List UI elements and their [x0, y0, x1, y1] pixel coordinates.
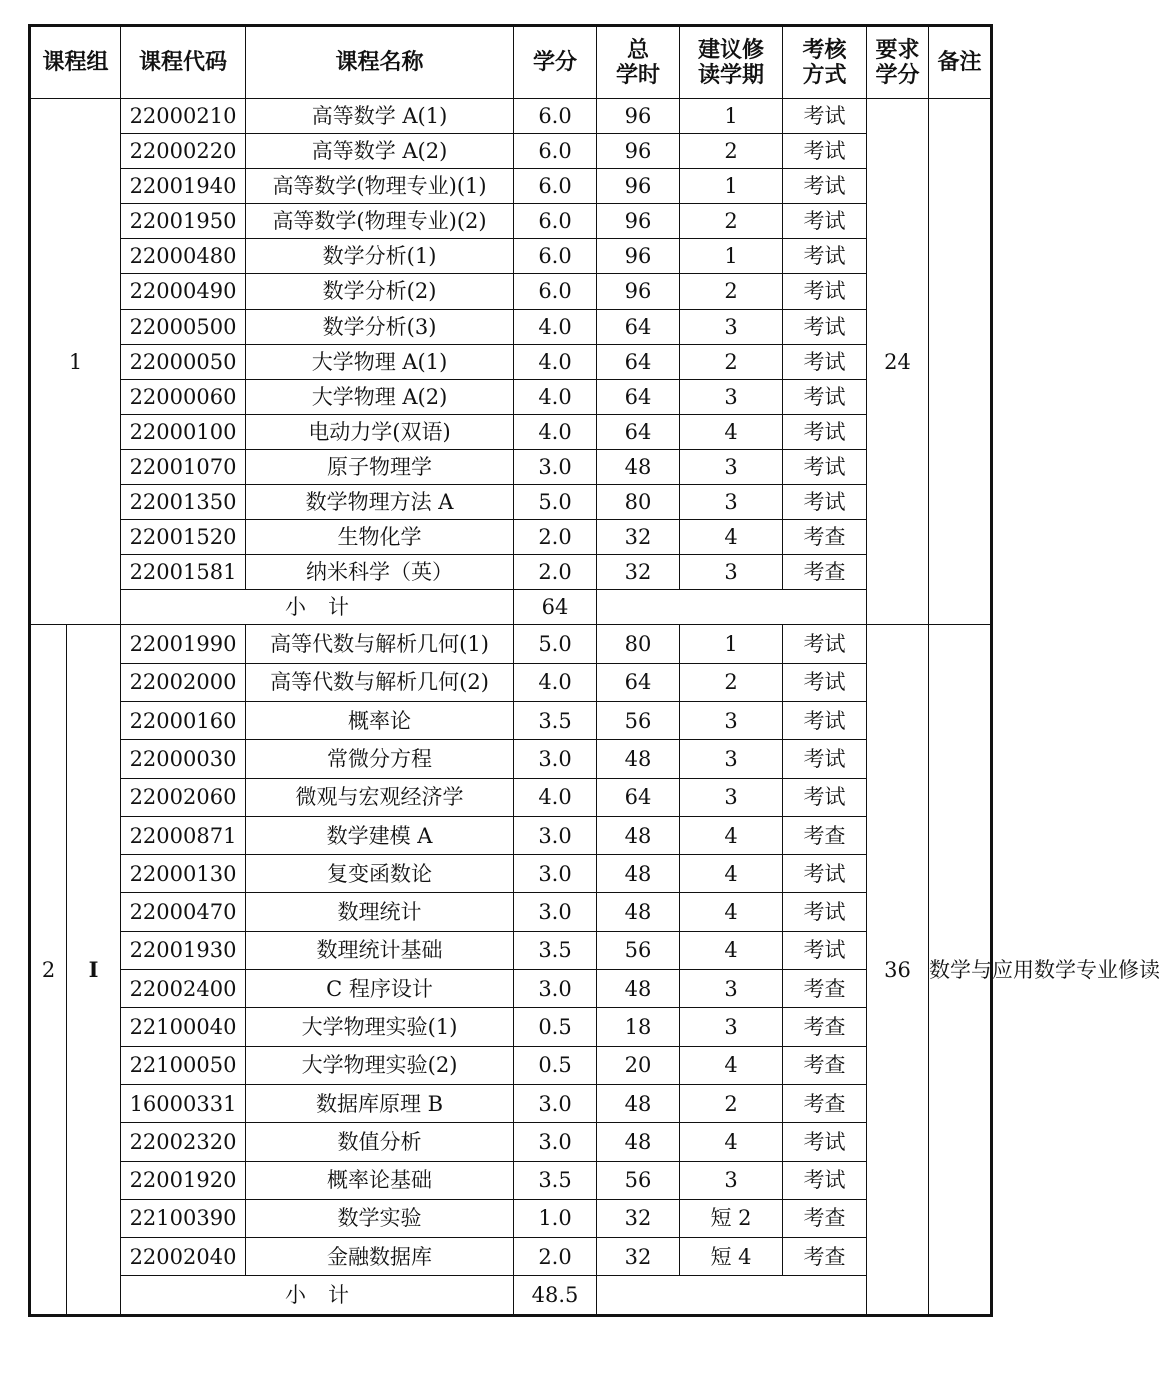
course-term: 3	[680, 778, 783, 816]
course-name: 常微分方程	[246, 740, 514, 778]
course-term: 4	[680, 1123, 783, 1161]
table-body	[30, 99, 1160, 1316]
course-hours: 96	[597, 134, 680, 169]
course-code: 22002000	[121, 663, 246, 701]
subtotal-row	[30, 590, 992, 625]
course-exam: 考试	[783, 379, 867, 414]
required-credits: 36	[867, 625, 929, 1315]
table-row	[30, 893, 992, 931]
course-code: 22000050	[121, 344, 246, 379]
table-row	[30, 379, 992, 414]
table-row	[30, 414, 992, 449]
course-name: 数据库原理 B	[246, 1084, 514, 1122]
course-name: 数学分析(1)	[246, 239, 514, 274]
course-term: 3	[680, 970, 783, 1008]
course-name: 数学分析(3)	[246, 309, 514, 344]
course-exam: 考试	[783, 778, 867, 816]
course-name: 数学分析(2)	[246, 274, 514, 309]
table-row	[30, 1238, 992, 1276]
course-exam: 考试	[783, 344, 867, 379]
header-required: 要求 学分	[867, 26, 929, 99]
header-hours: 总 学时	[597, 26, 680, 99]
course-credit: 4.0	[514, 663, 597, 701]
course-credit: 3.0	[514, 740, 597, 778]
course-code: 22000220	[121, 134, 246, 169]
subgroup-label: I	[67, 625, 121, 1315]
table-row	[30, 134, 992, 169]
course-credit: 4.0	[514, 379, 597, 414]
course-code: 16000331	[121, 1084, 246, 1122]
course-exam: 考试	[783, 169, 867, 204]
course-code: 22001350	[121, 485, 246, 520]
header-credit: 学分	[514, 26, 597, 99]
subtotal-value: 48.5	[514, 1276, 597, 1315]
course-code: 22000470	[121, 893, 246, 931]
course-code: 22001940	[121, 169, 246, 204]
course-exam: 考查	[783, 1046, 867, 1084]
course-term: 短 2	[680, 1199, 783, 1237]
course-hours: 48	[597, 1123, 680, 1161]
course-code: 22001930	[121, 931, 246, 969]
course-name: 高等数学 A(2)	[246, 134, 514, 169]
course-credit: 3.0	[514, 816, 597, 854]
course-name: 金融数据库	[246, 1238, 514, 1276]
course-hours: 96	[597, 239, 680, 274]
table-row	[30, 1199, 992, 1237]
course-term: 2	[680, 134, 783, 169]
course-term: 2	[680, 274, 783, 309]
subtotal-value: 64	[514, 590, 597, 625]
course-credit: 6.0	[514, 204, 597, 239]
course-exam: 考查	[783, 555, 867, 590]
course-exam: 考试	[783, 449, 867, 484]
course-term: 4	[680, 1046, 783, 1084]
course-credit: 2.0	[514, 555, 597, 590]
course-credit: 3.5	[514, 702, 597, 740]
course-hours: 48	[597, 816, 680, 854]
course-term: 3	[680, 740, 783, 778]
table-row	[30, 309, 992, 344]
course-credit: 3.0	[514, 893, 597, 931]
course-hours: 48	[597, 740, 680, 778]
course-code: 22000130	[121, 855, 246, 893]
course-credit: 0.5	[514, 1046, 597, 1084]
course-hours: 64	[597, 414, 680, 449]
course-hours: 96	[597, 204, 680, 239]
course-code: 22100050	[121, 1046, 246, 1084]
table-row	[30, 1084, 992, 1122]
course-code: 22001070	[121, 449, 246, 484]
course-name: 概率论	[246, 702, 514, 740]
course-credit: 3.0	[514, 855, 597, 893]
subtotal-blank	[597, 590, 867, 625]
table-row	[30, 99, 992, 134]
course-term: 4	[680, 855, 783, 893]
course-hours: 64	[597, 379, 680, 414]
course-credit: 3.0	[514, 1084, 597, 1122]
table-row	[30, 1123, 992, 1161]
course-name: 数学建模 A	[246, 816, 514, 854]
course-term: 3	[680, 1008, 783, 1046]
table-row	[30, 274, 992, 309]
course-name: 大学物理实验(1)	[246, 1008, 514, 1046]
course-exam: 考查	[783, 1199, 867, 1237]
course-code: 22000480	[121, 239, 246, 274]
course-name: 高等数学(物理专业)(1)	[246, 169, 514, 204]
course-term: 3	[680, 1161, 783, 1199]
group-note: 数学与应用数学专业修读	[929, 625, 992, 1315]
course-hours: 96	[597, 274, 680, 309]
table-row	[30, 344, 992, 379]
course-hours: 56	[597, 931, 680, 969]
course-exam: 考试	[783, 855, 867, 893]
course-credit: 6.0	[514, 169, 597, 204]
course-term: 1	[680, 99, 783, 134]
header-note: 备注	[929, 26, 992, 99]
course-credit: 2.0	[514, 1238, 597, 1276]
course-hours: 80	[597, 625, 680, 663]
required-credits: 24	[867, 99, 929, 625]
course-exam: 考试	[783, 239, 867, 274]
course-code: 22000500	[121, 309, 246, 344]
course-term: 4	[680, 816, 783, 854]
table-row	[30, 1008, 992, 1046]
header-name: 课程名称	[246, 26, 514, 99]
course-term: 4	[680, 893, 783, 931]
course-code: 22002060	[121, 778, 246, 816]
course-term: 4	[680, 520, 783, 555]
course-code: 22001920	[121, 1161, 246, 1199]
course-code: 22001950	[121, 204, 246, 239]
course-credit: 5.0	[514, 485, 597, 520]
course-term: 4	[680, 931, 783, 969]
course-code: 22001520	[121, 520, 246, 555]
course-name: 数值分析	[246, 1123, 514, 1161]
course-exam: 考试	[783, 625, 867, 663]
course-code: 22000060	[121, 379, 246, 414]
course-term: 3	[680, 485, 783, 520]
course-term: 3	[680, 309, 783, 344]
course-term: 2	[680, 663, 783, 701]
course-credit: 3.0	[514, 970, 597, 1008]
course-hours: 64	[597, 309, 680, 344]
course-term: 4	[680, 414, 783, 449]
group-note	[929, 99, 992, 625]
course-hours: 56	[597, 1161, 680, 1199]
course-exam: 考查	[783, 816, 867, 854]
course-name: 数学物理方法 A	[246, 485, 514, 520]
course-credit: 3.5	[514, 1161, 597, 1199]
header-term: 建议修 读学期	[680, 26, 783, 99]
table-row	[30, 931, 992, 969]
table-row	[30, 485, 992, 520]
course-name: 原子物理学	[246, 449, 514, 484]
course-exam: 考试	[783, 204, 867, 239]
table-row	[30, 663, 992, 701]
course-term: 3	[680, 379, 783, 414]
course-exam: 考试	[783, 134, 867, 169]
course-name: 高等数学(物理专业)(2)	[246, 204, 514, 239]
course-table	[28, 24, 1160, 1317]
table-row	[30, 204, 992, 239]
course-term: 2	[680, 344, 783, 379]
course-code: 22001581	[121, 555, 246, 590]
course-exam: 考查	[783, 970, 867, 1008]
course-credit: 3.0	[514, 449, 597, 484]
course-hours: 96	[597, 169, 680, 204]
course-hours: 32	[597, 555, 680, 590]
table-row	[30, 520, 992, 555]
course-name: 微观与宏观经济学	[246, 778, 514, 816]
course-name: 大学物理实验(2)	[246, 1046, 514, 1084]
table-row	[30, 816, 992, 854]
group-label: 2	[30, 625, 67, 1315]
table-row	[30, 1046, 992, 1084]
course-credit: 4.0	[514, 778, 597, 816]
table-row	[30, 740, 992, 778]
course-credit: 6.0	[514, 99, 597, 134]
course-exam: 考试	[783, 1123, 867, 1161]
subtotal-label: 小计	[121, 590, 514, 625]
course-name: 大学物理 A(2)	[246, 379, 514, 414]
course-exam: 考试	[783, 893, 867, 931]
course-exam: 考试	[783, 931, 867, 969]
course-hours: 48	[597, 855, 680, 893]
course-credit: 6.0	[514, 274, 597, 309]
course-credit: 6.0	[514, 134, 597, 169]
course-code: 22000160	[121, 702, 246, 740]
course-hours: 64	[597, 778, 680, 816]
course-name: 大学物理 A(1)	[246, 344, 514, 379]
course-credit: 0.5	[514, 1008, 597, 1046]
table-row	[30, 625, 992, 663]
course-name: 高等代数与解析几何(1)	[246, 625, 514, 663]
course-exam: 考查	[783, 1084, 867, 1122]
header-group: 课程组	[30, 26, 121, 99]
table-row	[30, 169, 992, 204]
course-hours: 56	[597, 702, 680, 740]
course-hours: 18	[597, 1008, 680, 1046]
course-exam: 考查	[783, 1008, 867, 1046]
course-code: 22000030	[121, 740, 246, 778]
course-hours: 80	[597, 485, 680, 520]
course-hours: 32	[597, 520, 680, 555]
course-term: 2	[680, 1084, 783, 1122]
table-row	[30, 1161, 992, 1199]
course-code: 22002040	[121, 1238, 246, 1276]
subtotal-label: 小计	[121, 1276, 514, 1315]
course-code: 22000871	[121, 816, 246, 854]
course-term: 3	[680, 449, 783, 484]
group-label: 1	[30, 99, 121, 625]
course-name: 数理统计基础	[246, 931, 514, 969]
course-term: 1	[680, 239, 783, 274]
course-name: 高等代数与解析几何(2)	[246, 663, 514, 701]
course-credit: 4.0	[514, 344, 597, 379]
course-name: 数学实验	[246, 1199, 514, 1237]
course-name: 生物化学	[246, 520, 514, 555]
course-code: 22001990	[121, 625, 246, 663]
course-term: 1	[680, 169, 783, 204]
course-term: 短 4	[680, 1238, 783, 1276]
course-code: 22002400	[121, 970, 246, 1008]
course-hours: 32	[597, 1199, 680, 1237]
course-term: 1	[680, 625, 783, 663]
course-hours: 48	[597, 970, 680, 1008]
course-name: 概率论基础	[246, 1161, 514, 1199]
course-exam: 考试	[783, 99, 867, 134]
table-row	[30, 970, 992, 1008]
course-credit: 3.0	[514, 1123, 597, 1161]
subtotal-blank	[597, 1276, 867, 1315]
course-exam: 考试	[783, 663, 867, 701]
course-hours: 48	[597, 893, 680, 931]
course-credit: 3.5	[514, 931, 597, 969]
course-term: 3	[680, 555, 783, 590]
course-hours: 48	[597, 1084, 680, 1122]
course-credit: 2.0	[514, 520, 597, 555]
course-code: 22000210	[121, 99, 246, 134]
course-exam: 考试	[783, 414, 867, 449]
course-hours: 64	[597, 663, 680, 701]
course-hours: 32	[597, 1238, 680, 1276]
course-hours: 48	[597, 449, 680, 484]
course-credit: 6.0	[514, 239, 597, 274]
subtotal-row	[30, 1276, 992, 1315]
course-exam: 考试	[783, 702, 867, 740]
header-exam: 考核 方式	[783, 26, 867, 99]
table-row	[30, 855, 992, 893]
course-credit: 1.0	[514, 1199, 597, 1237]
course-exam: 考查	[783, 520, 867, 555]
course-code: 22000490	[121, 274, 246, 309]
course-hours: 96	[597, 99, 680, 134]
course-credit: 4.0	[514, 309, 597, 344]
course-exam: 考试	[783, 309, 867, 344]
course-exam: 考试	[783, 274, 867, 309]
course-code: 22002320	[121, 1123, 246, 1161]
course-exam: 考试	[783, 485, 867, 520]
table-row	[30, 702, 992, 740]
course-code: 22100390	[121, 1199, 246, 1237]
header-row	[30, 26, 992, 99]
course-term: 3	[680, 702, 783, 740]
course-code: 22100040	[121, 1008, 246, 1046]
course-name: C 程序设计	[246, 970, 514, 1008]
table-row	[30, 778, 992, 816]
course-hours: 64	[597, 344, 680, 379]
course-hours: 20	[597, 1046, 680, 1084]
course-term: 2	[680, 204, 783, 239]
table-row	[30, 239, 992, 274]
course-name: 电动力学(双语)	[246, 414, 514, 449]
course-name: 数理统计	[246, 893, 514, 931]
course-exam: 考查	[783, 1238, 867, 1276]
table-row	[30, 555, 992, 590]
course-credit: 4.0	[514, 414, 597, 449]
course-name: 复变函数论	[246, 855, 514, 893]
course-exam: 考试	[783, 1161, 867, 1199]
course-name: 纳米科学（英）	[246, 555, 514, 590]
course-credit: 5.0	[514, 625, 597, 663]
header-code: 课程代码	[121, 26, 246, 99]
course-exam: 考试	[783, 740, 867, 778]
course-code: 22000100	[121, 414, 246, 449]
course-name: 高等数学 A(1)	[246, 99, 514, 134]
table-row	[30, 449, 992, 484]
